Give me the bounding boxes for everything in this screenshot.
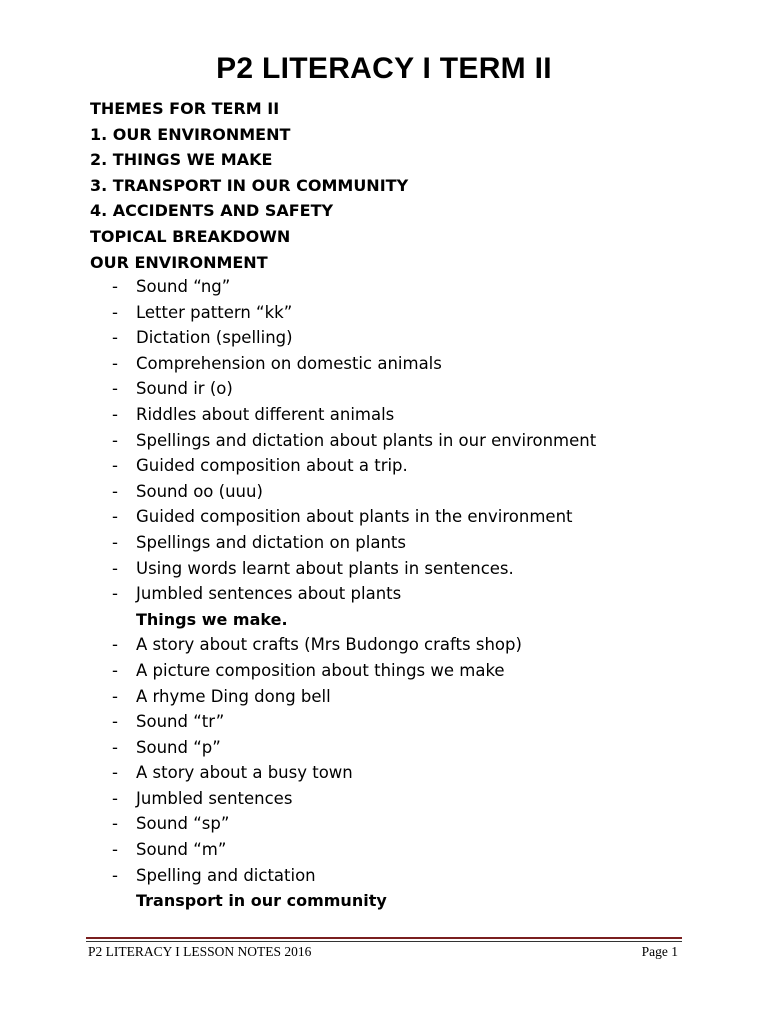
list-item — [90, 760, 730, 786]
list-dash: - — [112, 737, 118, 757]
list-item-text: Guided composition about a trip. — [136, 456, 408, 476]
list-dash: - — [112, 507, 118, 527]
list-dash: - — [112, 404, 118, 424]
list-item — [90, 402, 730, 428]
list-item-text: Jumbled sentences about plants — [136, 584, 402, 604]
list-item-text: Spellings and dictation on plants — [136, 532, 406, 552]
heading-topical-breakdown: TOPICAL BREAKDOWN — [90, 226, 291, 246]
list-item-text: A story about crafts (Mrs Budongo crafts shop) — [136, 635, 522, 655]
list-dash: - — [112, 558, 118, 578]
subheading-row — [90, 888, 730, 914]
page-title: P2 LITERACY I TERM II — [216, 52, 552, 85]
list-item — [90, 530, 730, 556]
footer-title: P2 LITERACY I LESSON NOTES 2016 — [88, 944, 312, 959]
list-item — [90, 300, 730, 326]
headings-block — [90, 96, 408, 275]
list-dash: - — [112, 840, 118, 860]
list-dash: - — [112, 456, 118, 476]
list-item-text: Guided composition about plants in the environment — [136, 507, 573, 527]
list-item-text: A picture composition about things we make — [136, 660, 505, 680]
heading-themes: THEMES FOR TERM II — [90, 99, 280, 118]
list-dash: - — [112, 532, 118, 552]
list-dash: - — [112, 277, 118, 296]
list-dash: - — [112, 712, 118, 732]
list-item-text: Sound “p” — [136, 737, 221, 757]
footer-rule-thin — [86, 941, 682, 942]
list-item-text: Sound ir (o) — [136, 379, 233, 399]
list-dash: - — [112, 788, 118, 808]
subheading: Transport in our community — [136, 891, 387, 911]
list-item — [90, 658, 730, 684]
list-item — [90, 863, 730, 889]
list-item — [90, 376, 730, 402]
list-item — [90, 479, 730, 505]
list-item — [90, 556, 730, 582]
list-item — [90, 709, 730, 735]
list-item — [90, 453, 730, 479]
heading-our-environment: OUR ENVIRONMENT — [90, 252, 268, 272]
list-item — [90, 837, 730, 863]
list-dash: - — [112, 379, 118, 399]
list-item — [90, 428, 730, 454]
list-item-text: Sound “m” — [136, 840, 227, 860]
list-item-text: Spelling and dictation — [136, 865, 316, 885]
list-item — [90, 504, 730, 530]
list-dash: - — [112, 686, 118, 706]
list-dash: - — [112, 865, 118, 885]
list-item — [90, 735, 730, 761]
list-dash: - — [112, 430, 118, 450]
list-item — [90, 325, 730, 351]
list-dash: - — [112, 328, 118, 348]
list-item-text: Jumbled sentences — [136, 788, 293, 808]
heading-theme-3: 3. TRANSPORT IN OUR COMMUNITY — [90, 175, 409, 195]
list-dash: - — [112, 584, 118, 604]
list-dash: - — [112, 353, 118, 373]
list-item-text: Riddles about different animals — [136, 404, 395, 424]
list-item — [90, 684, 730, 710]
list-item — [90, 274, 730, 300]
list-item-text: Spellings and dictation about plants in our environment — [136, 430, 597, 450]
list-dash: - — [112, 302, 118, 322]
list-item-text: Sound “sp” — [136, 814, 230, 834]
list-item-text: Sound “tr” — [136, 712, 225, 732]
heading-theme-4: 4. ACCIDENTS AND SAFETY — [90, 201, 334, 221]
list-dash: - — [112, 814, 118, 834]
list-dash: - — [112, 481, 118, 501]
list-item — [90, 786, 730, 812]
list-item-text: A story about a busy town — [136, 763, 353, 783]
list-dash: - — [112, 660, 118, 680]
list-item — [90, 351, 730, 377]
list-dash: - — [112, 635, 118, 655]
subheading-row — [90, 607, 730, 633]
list-item — [90, 811, 730, 837]
topic-list — [90, 274, 730, 914]
list-item-text: A rhyme Ding dong bell — [136, 686, 331, 706]
list-item-text: Sound “ng” — [136, 277, 231, 296]
heading-theme-1: 1. OUR ENVIRONMENT — [90, 124, 291, 144]
list-dash: - — [112, 763, 118, 783]
list-item-text: Letter pattern “kk” — [136, 302, 293, 322]
subheading: Things we make. — [136, 609, 288, 629]
list-item-text: Sound oo (uuu) — [136, 481, 263, 501]
footer-rule — [86, 937, 682, 939]
page-number: Page 1 — [641, 944, 678, 959]
list-item — [90, 581, 730, 607]
heading-theme-2: 2. THINGS WE MAKE — [90, 150, 273, 170]
list-item — [90, 632, 730, 658]
list-item-text: Using words learnt about plants in sentences. — [136, 558, 514, 578]
list-item-text: Comprehension on domestic animals — [136, 353, 442, 373]
list-item-text: Dictation (spelling) — [136, 328, 293, 348]
